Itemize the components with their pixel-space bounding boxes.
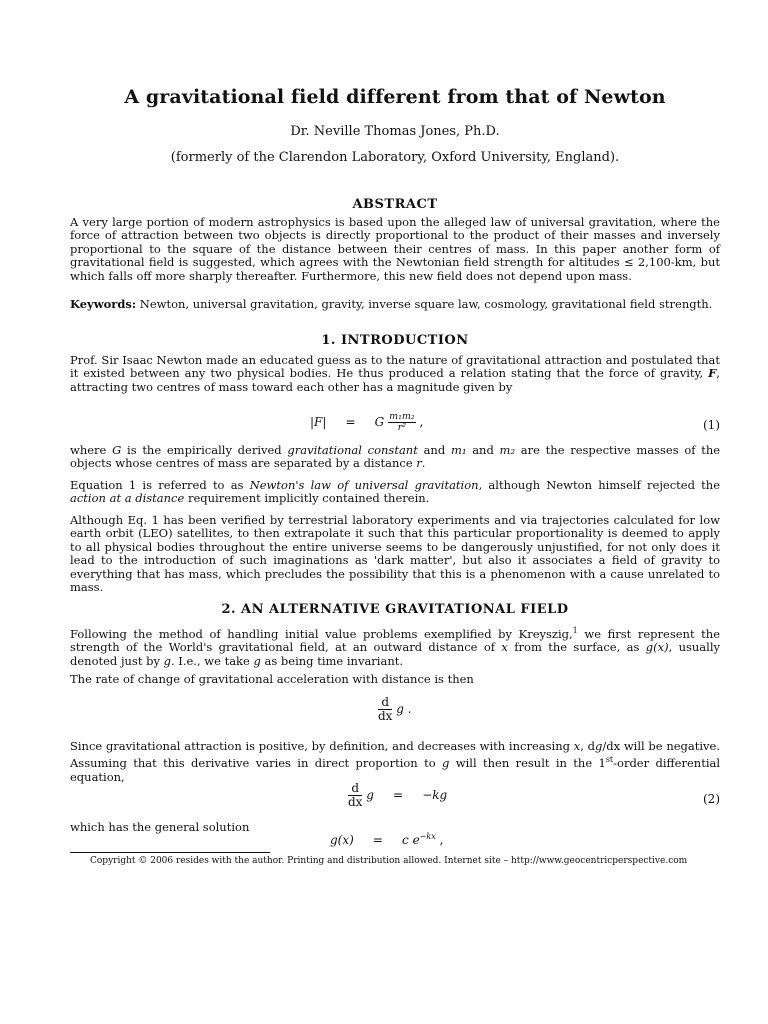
eq1-lhs: |F| [310, 415, 327, 429]
eq2-denominator: dx [348, 795, 363, 809]
math-r: r [416, 456, 422, 471]
eq1-denominator: r² [397, 422, 407, 433]
math-g: g [163, 653, 171, 668]
text: Equation 1 is referred to as [70, 478, 244, 492]
text: from the surface, as [514, 640, 640, 655]
intro-paragraph-2 [70, 444, 720, 471]
eq1-number: (1) [703, 418, 720, 432]
eqA-numerator: d [378, 696, 392, 710]
section2-paragraph-1 [70, 624, 720, 668]
eq3-comma: , [439, 833, 444, 847]
term-action-at-a-distance: action at a distance [70, 491, 185, 506]
text: , d [580, 739, 595, 753]
keywords-label: Keywords: [70, 297, 137, 311]
text: . [421, 456, 426, 471]
intro-paragraph-4: Although Eq. 1 has been verified by terrestrial laboratory experiments and via trajectories calculated for low earth orbit (LEO) satellites, to then extrapolate it such that this particular proportionality is deemed to apply to all physical bodies throughout the entire universe seems to be dangerously unjustified, for not only does it lead to the introduction of such imaginations as 'dark matter', but also it associates a field of gravity to everything that has mass, which precludes the possibility that this is a phenomenon with a cause unrelated to mass. [70, 513, 720, 595]
abstract-heading: ABSTRACT [352, 197, 438, 212]
text: . I.e., we take [170, 653, 250, 668]
eq2-rhs: −kg [422, 788, 448, 802]
text: will then result in the 1 [455, 756, 606, 771]
math-G: G [112, 443, 122, 457]
intro-paragraph-3 [70, 479, 720, 506]
math-x: x [573, 739, 581, 753]
text: and [423, 443, 446, 457]
math-m2: m₂ [499, 443, 516, 457]
term-newtons-law: Newton's law of universal gravitation [249, 478, 479, 492]
text: we first represent the strength of the World's gravitational field, at an outward distance of [70, 626, 721, 655]
section2-paragraph-2: The rate of change of gravitational acceleration with distance is then [70, 672, 474, 686]
eq2-equals: = [393, 788, 404, 802]
math-F: F [708, 366, 717, 381]
copyright-footer: Copyright © 2006 resides with the author. Printing and distribution allowed. Internet site – http://www.geocentricperspective.com [90, 856, 688, 866]
text: Prof. Sir Isaac Newton made an educated guess as to the nature of gravitational attraction and postulated that it existed between any two physical bodies. He thus produced a relation stating that the force of gravity, [70, 353, 720, 381]
footnote-ref: 1 [572, 626, 578, 635]
eqA-period: . [407, 702, 412, 716]
math-g: g [594, 739, 603, 753]
eq2-fraction [348, 782, 362, 809]
text: is the empirically derived [127, 443, 282, 457]
text: Since gravitational attraction is positive, by definition, and decreases with increasing [70, 739, 570, 753]
keywords-text: Newton, universal gravitation, gravity, inverse square law, cosmology, gravitational field strength. [139, 297, 713, 311]
math-g: g [442, 756, 450, 771]
intro-paragraph-1 [70, 354, 720, 394]
text: /dx will be negative. Assuming that this derivative varies in direct proportion to [70, 739, 721, 771]
text: requirement implicitly contained therein. [187, 491, 430, 506]
section2-paragraph-4: which has the general solution [70, 820, 250, 834]
eq1-equals: = [345, 415, 356, 429]
eq3-equals: = [372, 833, 383, 847]
eqA-fraction [378, 696, 392, 723]
section-2-heading: 2. AN ALTERNATIVE GRAVITATIONAL FIELD [221, 602, 569, 617]
abstract-text: A very large portion of modern astrophysics is based upon the alleged law of universal gravitation, where the force of attraction between two objects is directly proportional to the product of their masses and inversely proportional to the square of the distance between their centres of mass. In this paper another form of gravitational field is suggested, which agrees with the Newtonian field strength for altitudes ≤ 2,100-km, but which falls off more sharply thereafter. Furthermore, this new field does not depend upon mass. [70, 215, 720, 283]
math-g: g [253, 653, 261, 668]
footnote-rule [70, 852, 270, 853]
term-gravitational-constant: gravitational constant [287, 443, 418, 457]
keywords [70, 298, 720, 311]
text: where [70, 443, 107, 457]
math-gx: g(x) [645, 640, 669, 655]
eq1-comma: , [419, 415, 424, 429]
eq1-G: G [374, 415, 385, 429]
eq2-numerator: d [348, 782, 362, 796]
math-x: x [501, 640, 508, 655]
paper-title: A gravitational field different from that of Newton [124, 86, 666, 108]
superscript-st: st [605, 755, 614, 765]
text: Following the method of handling initial value problems exemplified by Kreyszig, [70, 626, 573, 641]
eq3-lhs: g(x) [330, 833, 354, 847]
eq2-g: g [366, 788, 374, 802]
author-name: Dr. Neville Thomas Jones, Ph.D. [290, 124, 500, 139]
eqA-g: g [396, 702, 404, 716]
text: and [472, 443, 494, 457]
text: as being time invariant. [264, 653, 404, 668]
math-m1: m₁ [450, 443, 467, 457]
eq1-fraction [388, 412, 416, 433]
eq3-rhs: c e [402, 833, 420, 847]
text: , attracting two centres of mass toward each other has a magnitude given by [70, 366, 720, 394]
eqA-denominator: dx [378, 709, 393, 723]
text: , although Newton himself rejected the [478, 478, 720, 492]
eq2-number: (2) [703, 792, 720, 806]
eq1-numerator: m₁m₂ [389, 411, 415, 422]
text: , usually denoted just by [70, 640, 721, 668]
author-affiliation: (formerly of the Clarendon Laboratory, Oxford University, England). [170, 150, 620, 165]
eq3-exponent: −kx [419, 832, 436, 841]
section-1-heading: 1. INTRODUCTION [321, 333, 469, 348]
section2-paragraph-3 [70, 740, 720, 784]
text: -order differential equation, [70, 756, 721, 784]
text: are the respective masses of the objects whose centres of mass are separated by a distance [70, 443, 721, 471]
